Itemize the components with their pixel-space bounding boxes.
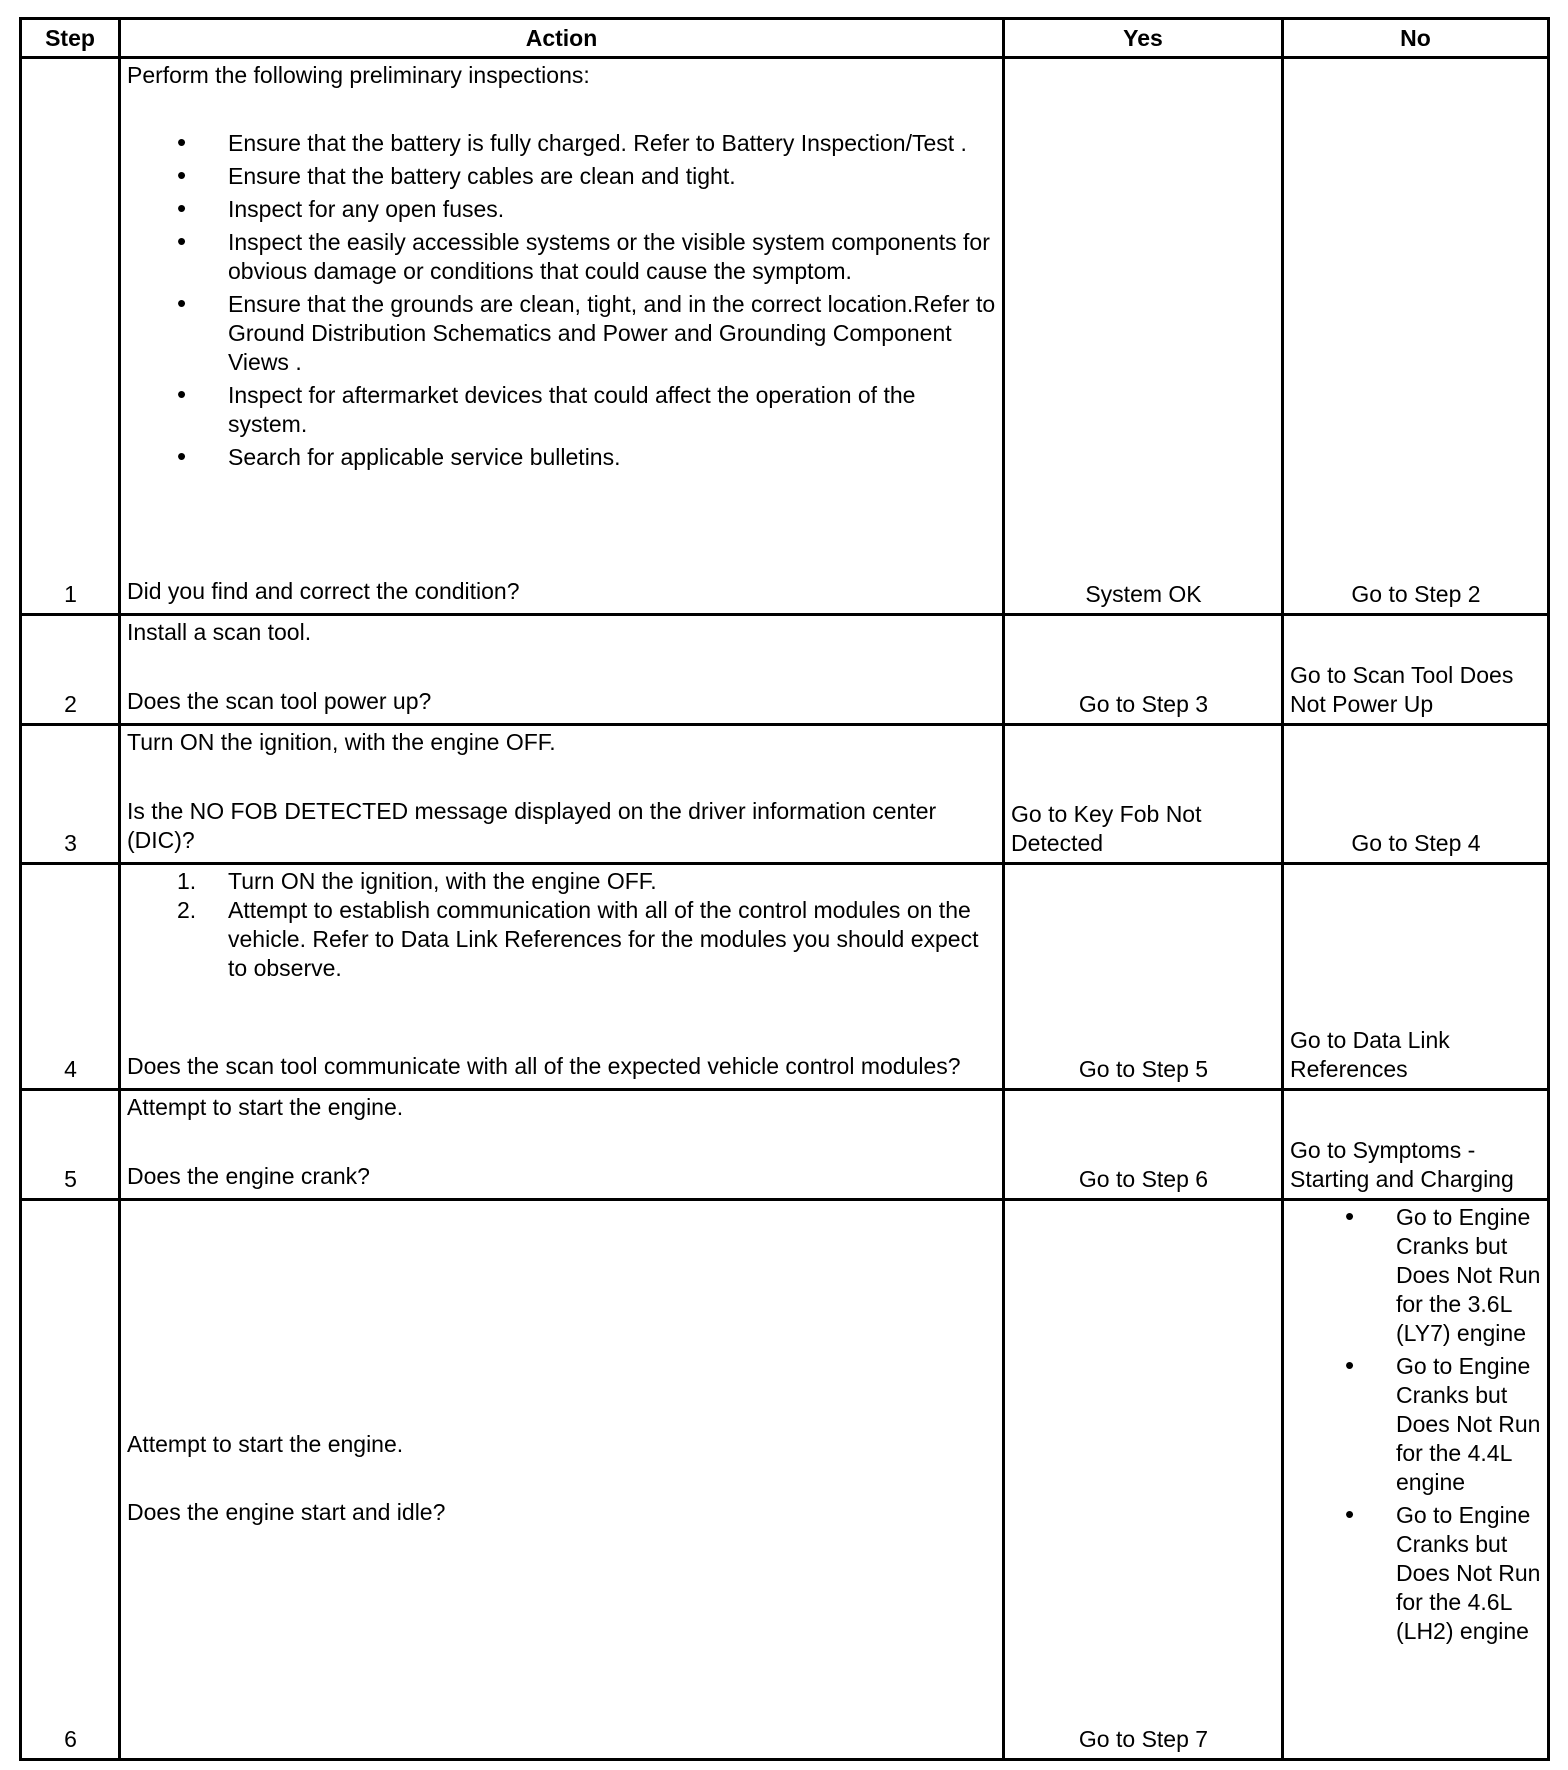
table-row: [21, 58, 1549, 615]
yes-result[interactable]: Go to Step 6: [1004, 1090, 1283, 1200]
list-item[interactable]: • Go to Engine Cranks but Does Not Run for the 4.6L (LH2) engine: [1290, 1501, 1542, 1646]
step-number: 2: [21, 615, 120, 725]
action-intro: Install a scan tool.: [127, 619, 312, 645]
list-item: [127, 867, 997, 896]
no-result[interactable]: Go to Scan Tool Does Not Power Up: [1283, 615, 1549, 725]
action-question: Did you find and correct the condition?: [127, 578, 520, 604]
yes-result[interactable]: Go to Step 3: [1004, 615, 1283, 725]
list-text: Turn ON the ignition, with the engine OFF.: [228, 868, 657, 894]
list-item: • Ensure that the battery cables are clean and tight.: [127, 162, 997, 191]
list-item: • Inspect for aftermarket devices that could affect the operation of the system.: [127, 381, 997, 439]
no-result-cell: [1283, 1200, 1549, 1760]
list-item: • Ensure that the battery is fully charged. Refer to Battery Inspection/Test .: [127, 129, 997, 158]
inspection-list: [127, 129, 997, 472]
action-question: Is the NO FOB DETECTED message displayed on the driver information center (DIC)?: [127, 798, 937, 853]
step-number: 4: [21, 864, 120, 1090]
action-question: Does the scan tool communicate with all of the expected vehicle control modules?: [127, 1053, 961, 1079]
header-row: [21, 19, 1549, 58]
diagnostic-table: [19, 17, 1550, 1761]
header-no: No: [1283, 19, 1549, 58]
action-cell: [120, 58, 1004, 615]
yes-result[interactable]: Go to Step 7: [1004, 1200, 1283, 1760]
no-result[interactable]: Go to Symptoms - Starting and Charging: [1283, 1090, 1549, 1200]
action-cell: [120, 1090, 1004, 1200]
action-question: Does the engine start and idle?: [127, 1499, 446, 1525]
yes-result[interactable]: System OK: [1004, 58, 1283, 615]
list-number: 2.: [177, 897, 197, 923]
list-item: • Inspect for any open fuses.: [127, 195, 997, 224]
action-intro: Attempt to start the engine.: [127, 1094, 404, 1120]
list-item[interactable]: • Go to Engine Cranks but Does Not Run for the 4.4L engine: [1290, 1352, 1542, 1497]
no-result[interactable]: Go to Step 4: [1283, 725, 1549, 864]
step-number: 5: [21, 1090, 120, 1200]
list-item: • Search for applicable service bulletins.: [127, 443, 997, 472]
list-item: • Ensure that the grounds are clean, tight, and in the correct location.Refer to Ground Distribution Schematics and Power and Grounding Component Views .: [127, 290, 997, 377]
header-step: Step: [21, 19, 120, 58]
action-cell: [120, 725, 1004, 864]
no-result[interactable]: Go to Data Link References: [1283, 864, 1549, 1090]
action-intro: Perform the following preliminary inspections:: [127, 62, 590, 88]
step-number: 1: [21, 58, 120, 615]
no-result-list: [1290, 1203, 1542, 1646]
step-number: 3: [21, 725, 120, 864]
step-number: 6: [21, 1200, 120, 1760]
table-row: [21, 615, 1549, 725]
list-item: [127, 896, 997, 983]
list-item: • Inspect the easily accessible systems or the visible system components for obvious damage or conditions that could cause the symptom.: [127, 228, 997, 286]
table-row: [21, 725, 1549, 864]
action-cell: [120, 864, 1004, 1090]
list-text: Attempt to establish communication with all of the control modules on the vehicle. Refer to Data Link References for the modules you should expect to observe.: [228, 897, 979, 981]
list-number: 1.: [177, 868, 197, 894]
action-cell: [120, 1200, 1004, 1760]
action-question: Does the scan tool power up?: [127, 688, 432, 714]
no-result[interactable]: Go to Step 2: [1283, 58, 1549, 615]
yes-result[interactable]: Go to Step 5: [1004, 864, 1283, 1090]
table-row: [21, 1090, 1549, 1200]
action-intro: Attempt to start the engine.: [127, 1431, 404, 1457]
action-question: Does the engine crank?: [127, 1163, 370, 1189]
header-action: Action: [120, 19, 1004, 58]
numbered-list: [127, 867, 997, 983]
table-row: [21, 1200, 1549, 1760]
action-intro: Turn ON the ignition, with the engine OFF.: [127, 729, 556, 755]
table-row: [21, 864, 1549, 1090]
list-item[interactable]: • Go to Engine Cranks but Does Not Run for the 3.6L (LY7) engine: [1290, 1203, 1542, 1348]
yes-result[interactable]: Go to Key Fob Not Detected: [1004, 725, 1283, 864]
action-cell: [120, 615, 1004, 725]
header-yes: Yes: [1004, 19, 1283, 58]
